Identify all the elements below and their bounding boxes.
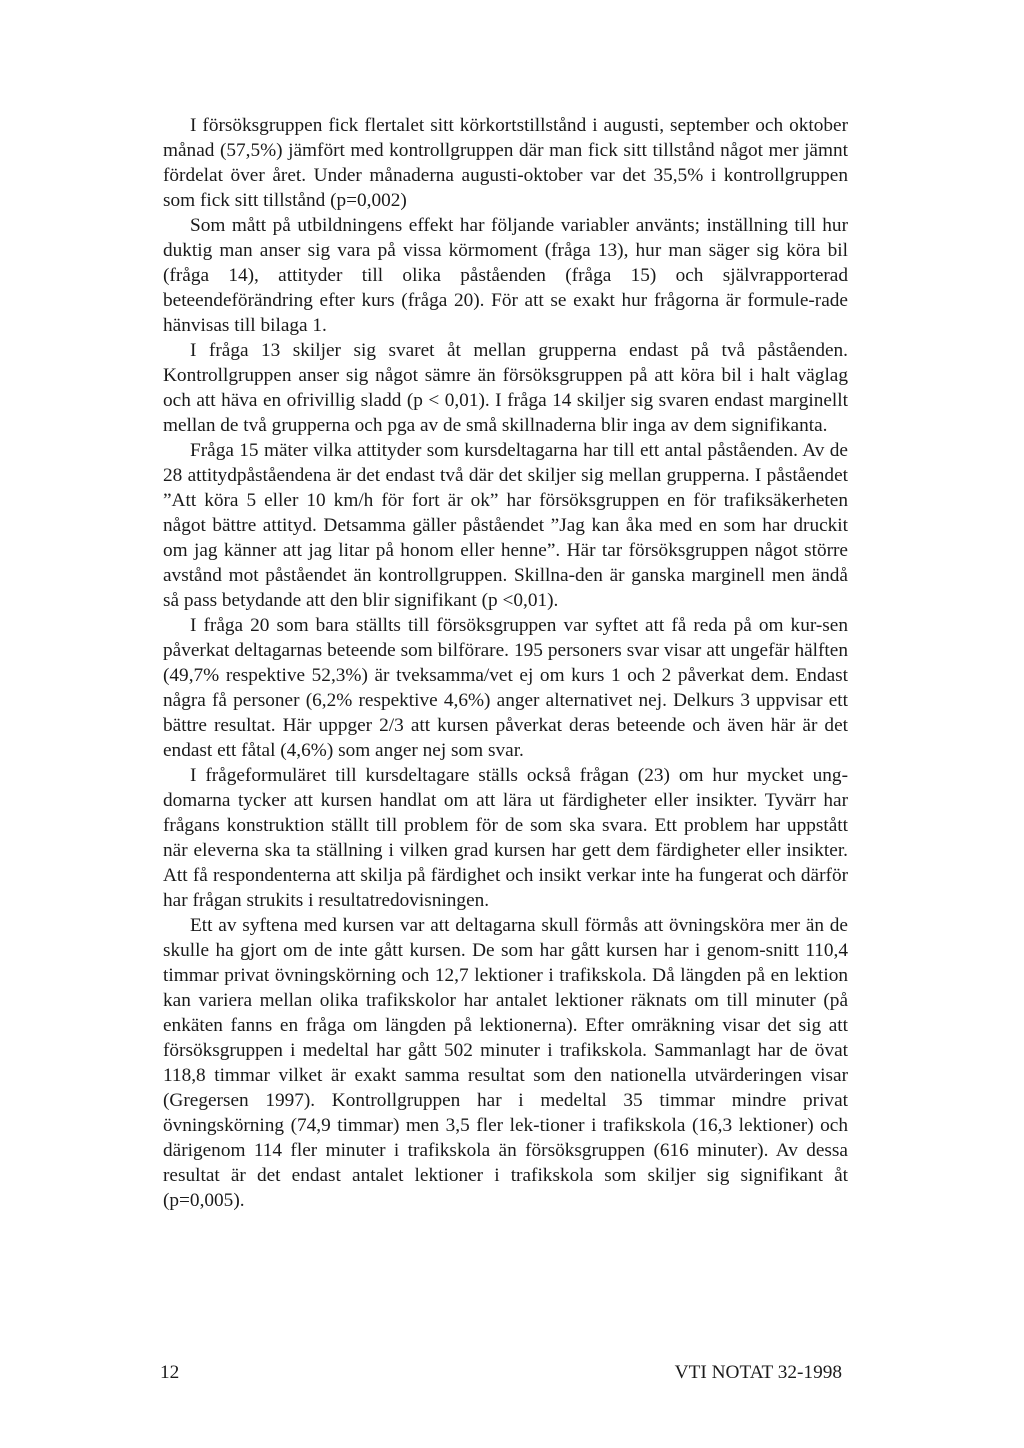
paragraph-question-13-14: I fråga 13 skiljer sig svaret åt mellan grupperna endast på två påståenden. Kontrollgruppen anser sig något sämre än försöksgruppen på att köra bil i halt väglag och att häva en ofrivillig sladd (p < 0,01). I fråga 14 skiljer sig svaren endast marginellt mellan de två grupperna och pga av de små skillnaderna blir inga av dem signifikanta. [163,340,848,436]
paragraph-question-23: I frågeformuläret till kursdeltagare ställs också frågan (23) om hur mycket ung-domarna tycker att kursen handlat om att lära ut färdigheter eller insikter. Tyvärr har frågans konstruktion ställt till problem för de som ska svara. Ett problem har uppstått när eleverna ska ta ställning i vilken grad kursen har gett dem färdigheter eller insikter. Att få respondenterna att skilja på färdighet och insikt verkar inte ha fungerat och därför har frågan strukits i resultatredovisningen. [163,765,848,911]
page-number: 12 [160,1362,180,1383]
paragraph-question-20: I fråga 20 som bara ställts till försöksgruppen var syftet att få reda på om kur-sen påverkat deltagarnas beteende som bilförare. 195 personers svar visar att ungefär hälften (49,7% respektive 52,3%) är tveksamma/vet ej om kurs 1 och 2 påverkat dem. Endast några få personer (6,2% respektive 4,6%) anger alternativet nej. Delkurs 3 uppvisar ett bättre resultat. Här uppger 2/3 att kursen påverkat deras beteende och även här är det endast ett fåtal (4,6%) som anger nej som svar. [163,615,848,761]
body-text [163,113,848,1213]
paragraph-question-15: Fråga 15 mäter vilka attityder som kursdeltagarna har till ett antal påståenden. Av de 28 attitydpåståendena är det endast två där det skiljer sig mellan grupperna. I påståendet ”Att köra 5 eller 10 km/h för fort är ok” har försöksgruppen en för trafiksäkerheten något bättre attityd. Detsamma gäller påståendet ”Jag kan åka med en som har druckit om jag känner att jag litar på honom eller henne”. Här tar försöksgruppen något större avstånd mot påståendet än kontrollgruppen. Skillna-den är ganska marginell men ändå så pass betydande att den blir signifikant (p <0,01). [163,440,848,611]
paragraph-practice-driving: Ett av syftena med kursen var att deltagarna skull förmås att övningsköra mer än de skulle ha gjort om de inte gått kursen. De som har gått kursen har i genom-snitt 110,4 timmar privat övningskörning och 12,7 lektioner i trafikskola. Då längden på en lektion kan variera mellan olika trafikskolor har antalet lektioner räknats om till minuter (på enkäten fanns en fråga om längden på lektionerna). Efter omräkning visar det sig att försöksgruppen i medeltal har gått 502 minuter i trafikskola. Sammanlagt har de övat 118,8 timmar vilket är exakt samma resultat som den nationella utvärderingen visar (Gregersen 1997). Kontrollgruppen har i medeltal 35 timmar mindre privat övningskörning (74,9 timmar) men 3,5 fler lek-tioner i trafikskola (16,3 lektioner) och därigenom 114 fler minuter i trafikskola än försöksgruppen (616 minuter). Av dessa resultat är det endast antalet lektioner i trafikskola som skiljer sig signifikant åt (p=0,005). [163,915,848,1211]
report-identifier: VTI NOTAT 32-1998 [674,1362,842,1383]
paragraph-registration-months: I försöksgruppen fick flertalet sitt körkortstillstånd i augusti, september och oktober månad (57,5%) jämfört med kontrollgruppen där man fick sitt tillstånd något mer jämnt fördelat över året. Under månaderna augusti-oktober var det 35,5% i kontrollgruppen som fick sitt tillstånd (p=0,002) [163,115,848,211]
paragraph-effect-variables: Som mått på utbildningens effekt har följande variabler använts; inställning till hur duktig man anser sig vara på vissa körmoment (fråga 13), hur man säger sig köra bil (fråga 14), attityder till olika påståenden (fråga 15) och självrapporterad beteendeförändring efter kurs (fråga 20). För att se exakt hur frågorna är formule-rade hänvisas till bilaga 1. [163,215,848,336]
